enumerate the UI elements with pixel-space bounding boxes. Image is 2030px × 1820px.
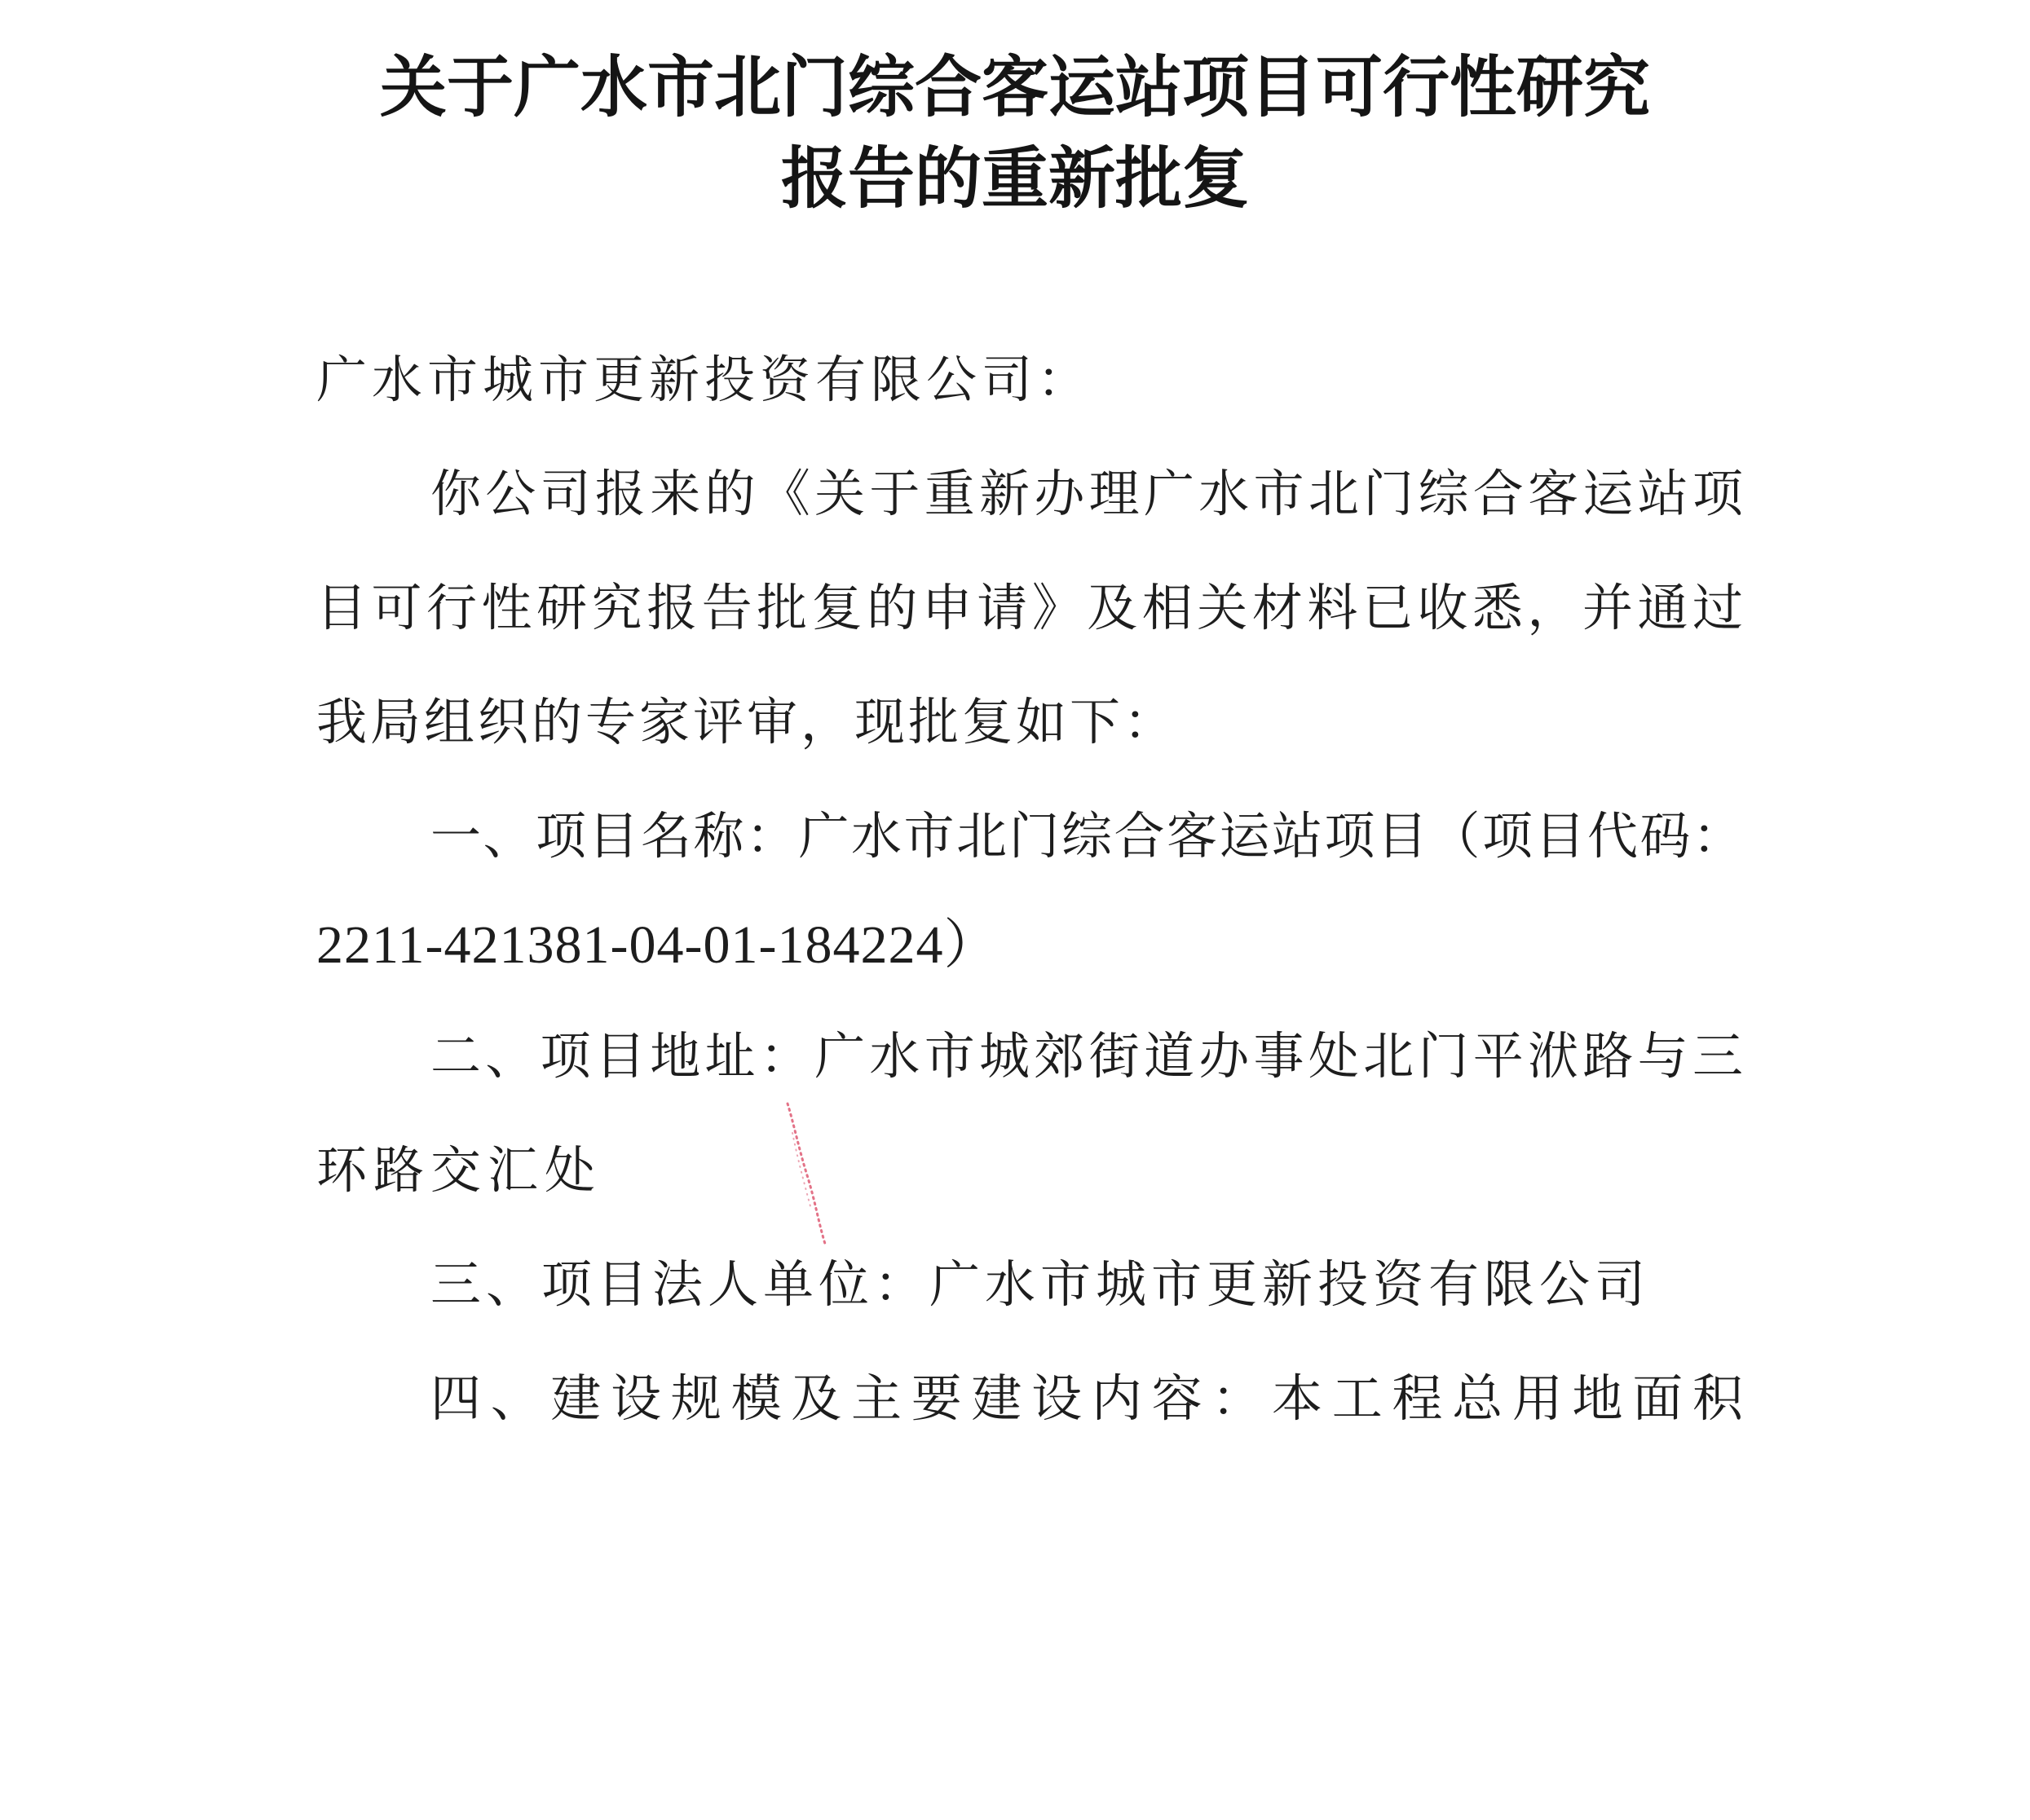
document-title-line-2: 报告的重新批复 [780, 140, 1249, 218]
paragraph-1-line-2: 目可行性研究报告批复的申请》及相关材料已收悉，并通过 [316, 578, 1743, 637]
document-title-line-1: 关于广水市北门综合客运站项目可行性研究 [379, 49, 1650, 126]
paragraph-1-line-3: 我局组织的专家评审，现批复如下： [316, 692, 1178, 751]
stamp-trace-mark [783, 1100, 832, 1247]
item-2-project-address: 二、项目地址：广水市城郊街道办事处北门平洑路与三 [430, 1026, 1743, 1086]
item-1-project-name: 一、项目名称：广水市北门综合客运站项目（项目代码： [430, 806, 1743, 866]
item-2-project-address-cont: 环路交汇处 [316, 1140, 602, 1200]
paragraph-1-line-1: 你公司报来的《关于重新办理广水市北门综合客运站项 [430, 464, 1743, 523]
salutation: 广水市城市更新投资有限公司： [316, 350, 1093, 409]
item-4-construction-scale: 四、建设规模及主要建设内容：本工程总用地面积 [430, 1368, 1743, 1428]
item-3-legal-entity: 三、项目法人单位：广水市城市更新投资有限公司 [430, 1254, 1651, 1314]
item-1-project-code: 2211-421381-04-01-184224） [316, 915, 999, 975]
